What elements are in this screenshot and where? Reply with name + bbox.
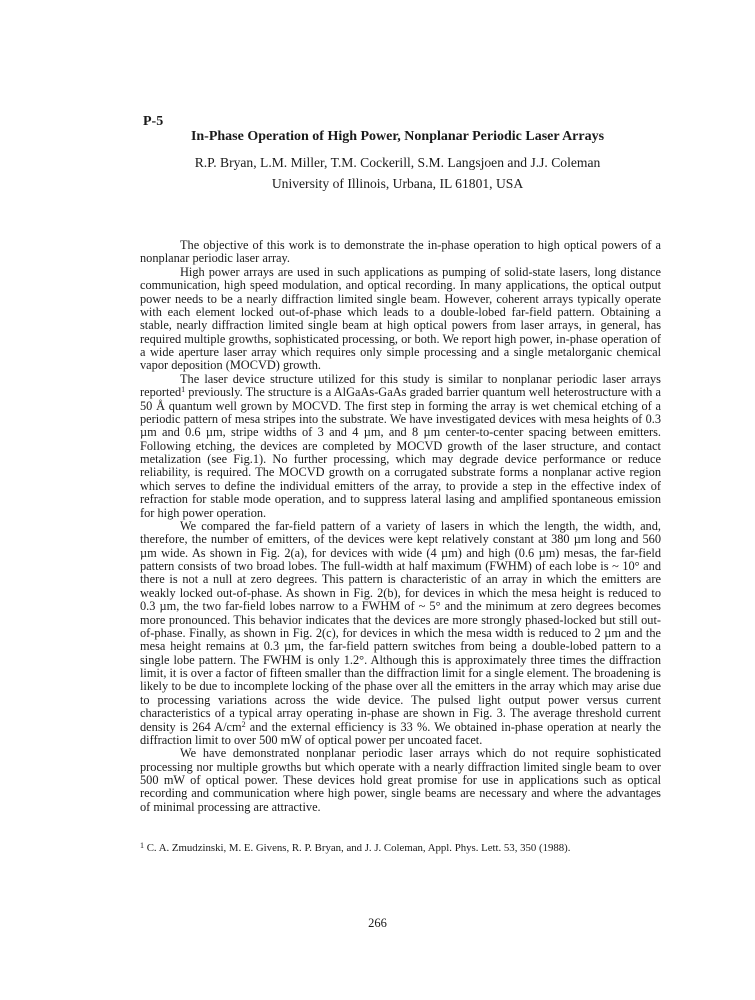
paper-title: In-Phase Operation of High Power, Nonplanar Periodic Laser Arrays xyxy=(190,129,605,144)
paragraph-results xyxy=(140,520,661,747)
footnote xyxy=(140,839,661,855)
paragraph-text: The laser device structure utilized for this study is similar to nonplanar periodic laser arrays reported xyxy=(140,371,661,400)
superscript: 2 xyxy=(241,719,246,729)
paragraph-device-structure xyxy=(140,373,661,520)
footnote-text: C. A. Zmudzinski, M. E. Givens, R. P. Bryan, and J. J. Coleman, Appl. Phys. Lett. 53, 350 (1988). xyxy=(144,842,571,854)
paragraph-objective: The objective of this work is to demonstrate the in-phase operation to high optical powers of a nonplanar periodic laser array. xyxy=(140,238,661,266)
authors: R.P. Bryan, L.M. Miller, T.M. Cockerill, S.M. Langsjoen and J.J. Coleman xyxy=(194,155,601,170)
paragraph-conclusion: We have demonstrated nonplanar periodic laser arrays which do not require sophisticated processing nor multiple growths but which operate with a nearly diffraction limited single beam to over 500 mW of optical power. These devices hold great promise for use in applications such as optical recording and communication where high power, single beams are necessary and where the advantages of minimal processing are attractive. xyxy=(140,746,661,814)
body-text xyxy=(140,239,661,814)
paragraph-text: previously. The structure is a AlGaAs-GaAs graded barrier quantum well heterostructure with a 50 Å quantum well grown by MOCVD. The first step in forming the array is wet chemical etching of a periodic pattern of mesa stripes into the substrate. We have investigated devices with mesa heights of 0.3 µm and 0.6 µm, stripe widths of 3 and 4 µm, and 8 µm center-to-center spacing between emitters. Following etching, the devices are completed by MOCVD growth of the laser structure, and contact metalization (see Fig.1). No further processing, which may degrade device performance or reduce reliability, is required. The MOCVD growth on a corrugated substrate forms a nonplanar active region which serves to define the individual emitters of the array, to provide a step in the effective index of refraction for stable mode operation, and to suppress lateral lasing and amplified spontaneous emission for high power operation. xyxy=(140,385,661,520)
reference-marker: 1 xyxy=(181,385,186,395)
paper-id: P-5 xyxy=(143,114,164,129)
paragraph-background: High power arrays are used in such applications as pumping of solid-state lasers, long distance communication, high speed modulation, and optical recording. In many applications, the optical output power needs to be a nearly diffraction limited single beam. However, coherent arrays typically operate with each element locked out-of-phase which leads to a double-lobed far-field pattern. Obtaining a stable, nearly diffraction limited single beam at high optical powers from laser arrays, in general, has required multiple growths, sophisticated processing, or both. We report high power, in-phase operation of a wide aperture laser array which requires only simple processing and a single metalorganic chemical vapor deposition (MOCVD) growth. xyxy=(140,264,661,373)
paragraph-text: We compared the far-field pattern of a variety of lasers in which the length, the width, and, therefore, the number of emitters, of the devices were kept relatively constant at 380 µm long and 560 µm wide. As shown in Fig. 2(a), for devices with wide (4 µm) and high (0.6 µm) mesas, the far-field pattern consists of two broad lobes. The full-width at half maximum (FWHM) of each lobe is ~ 10° and there is not a null at zero degrees. This pattern is characteristic of an array in which the emitters are weakly locked out-of-phase. As shown in Fig. 2(b), for devices in which the mesa height is reduced to 0.3 µm, the two far-field lobes narrow to a FWHM of ~ 5° and the minimum at zero degrees becomes more pronounced. This behavior indicates that the devices are more strongly phased-locked but still out-of-phase. Finally, as shown in Fig. 2(c), for devices in which the mesa width is reduced to 2 µm and the mesa height remains at 0.3 µm, the far-field pattern switches from being a double-lobed pattern to a single lobe pattern. The FWHM is only 1.2°. Although this is approximately three times the diffraction limit, it is over a factor of fifteen smaller than the diffraction limit for a single element. The broadening is likely to be due to incomplete locking of the phase over all the emitters in the array which may arise due to processing variations across the wide device. The pulsed light output power versus current characteristics of a typical array operating in-phase are shown in Fig. 3. The average threshold current density is 264 A/cm xyxy=(140,518,661,734)
footnote-marker: 1 xyxy=(140,841,144,850)
affiliation: University of Illinois, Urbana, IL 61801, USA xyxy=(271,176,524,191)
paragraph-text: and the external efficiency is 33 %. We obtained in-phase operation at nearly the diffraction limit to over 500 mW of optical power per uncoated facet. xyxy=(140,719,662,747)
page-number: 266 xyxy=(368,916,387,930)
